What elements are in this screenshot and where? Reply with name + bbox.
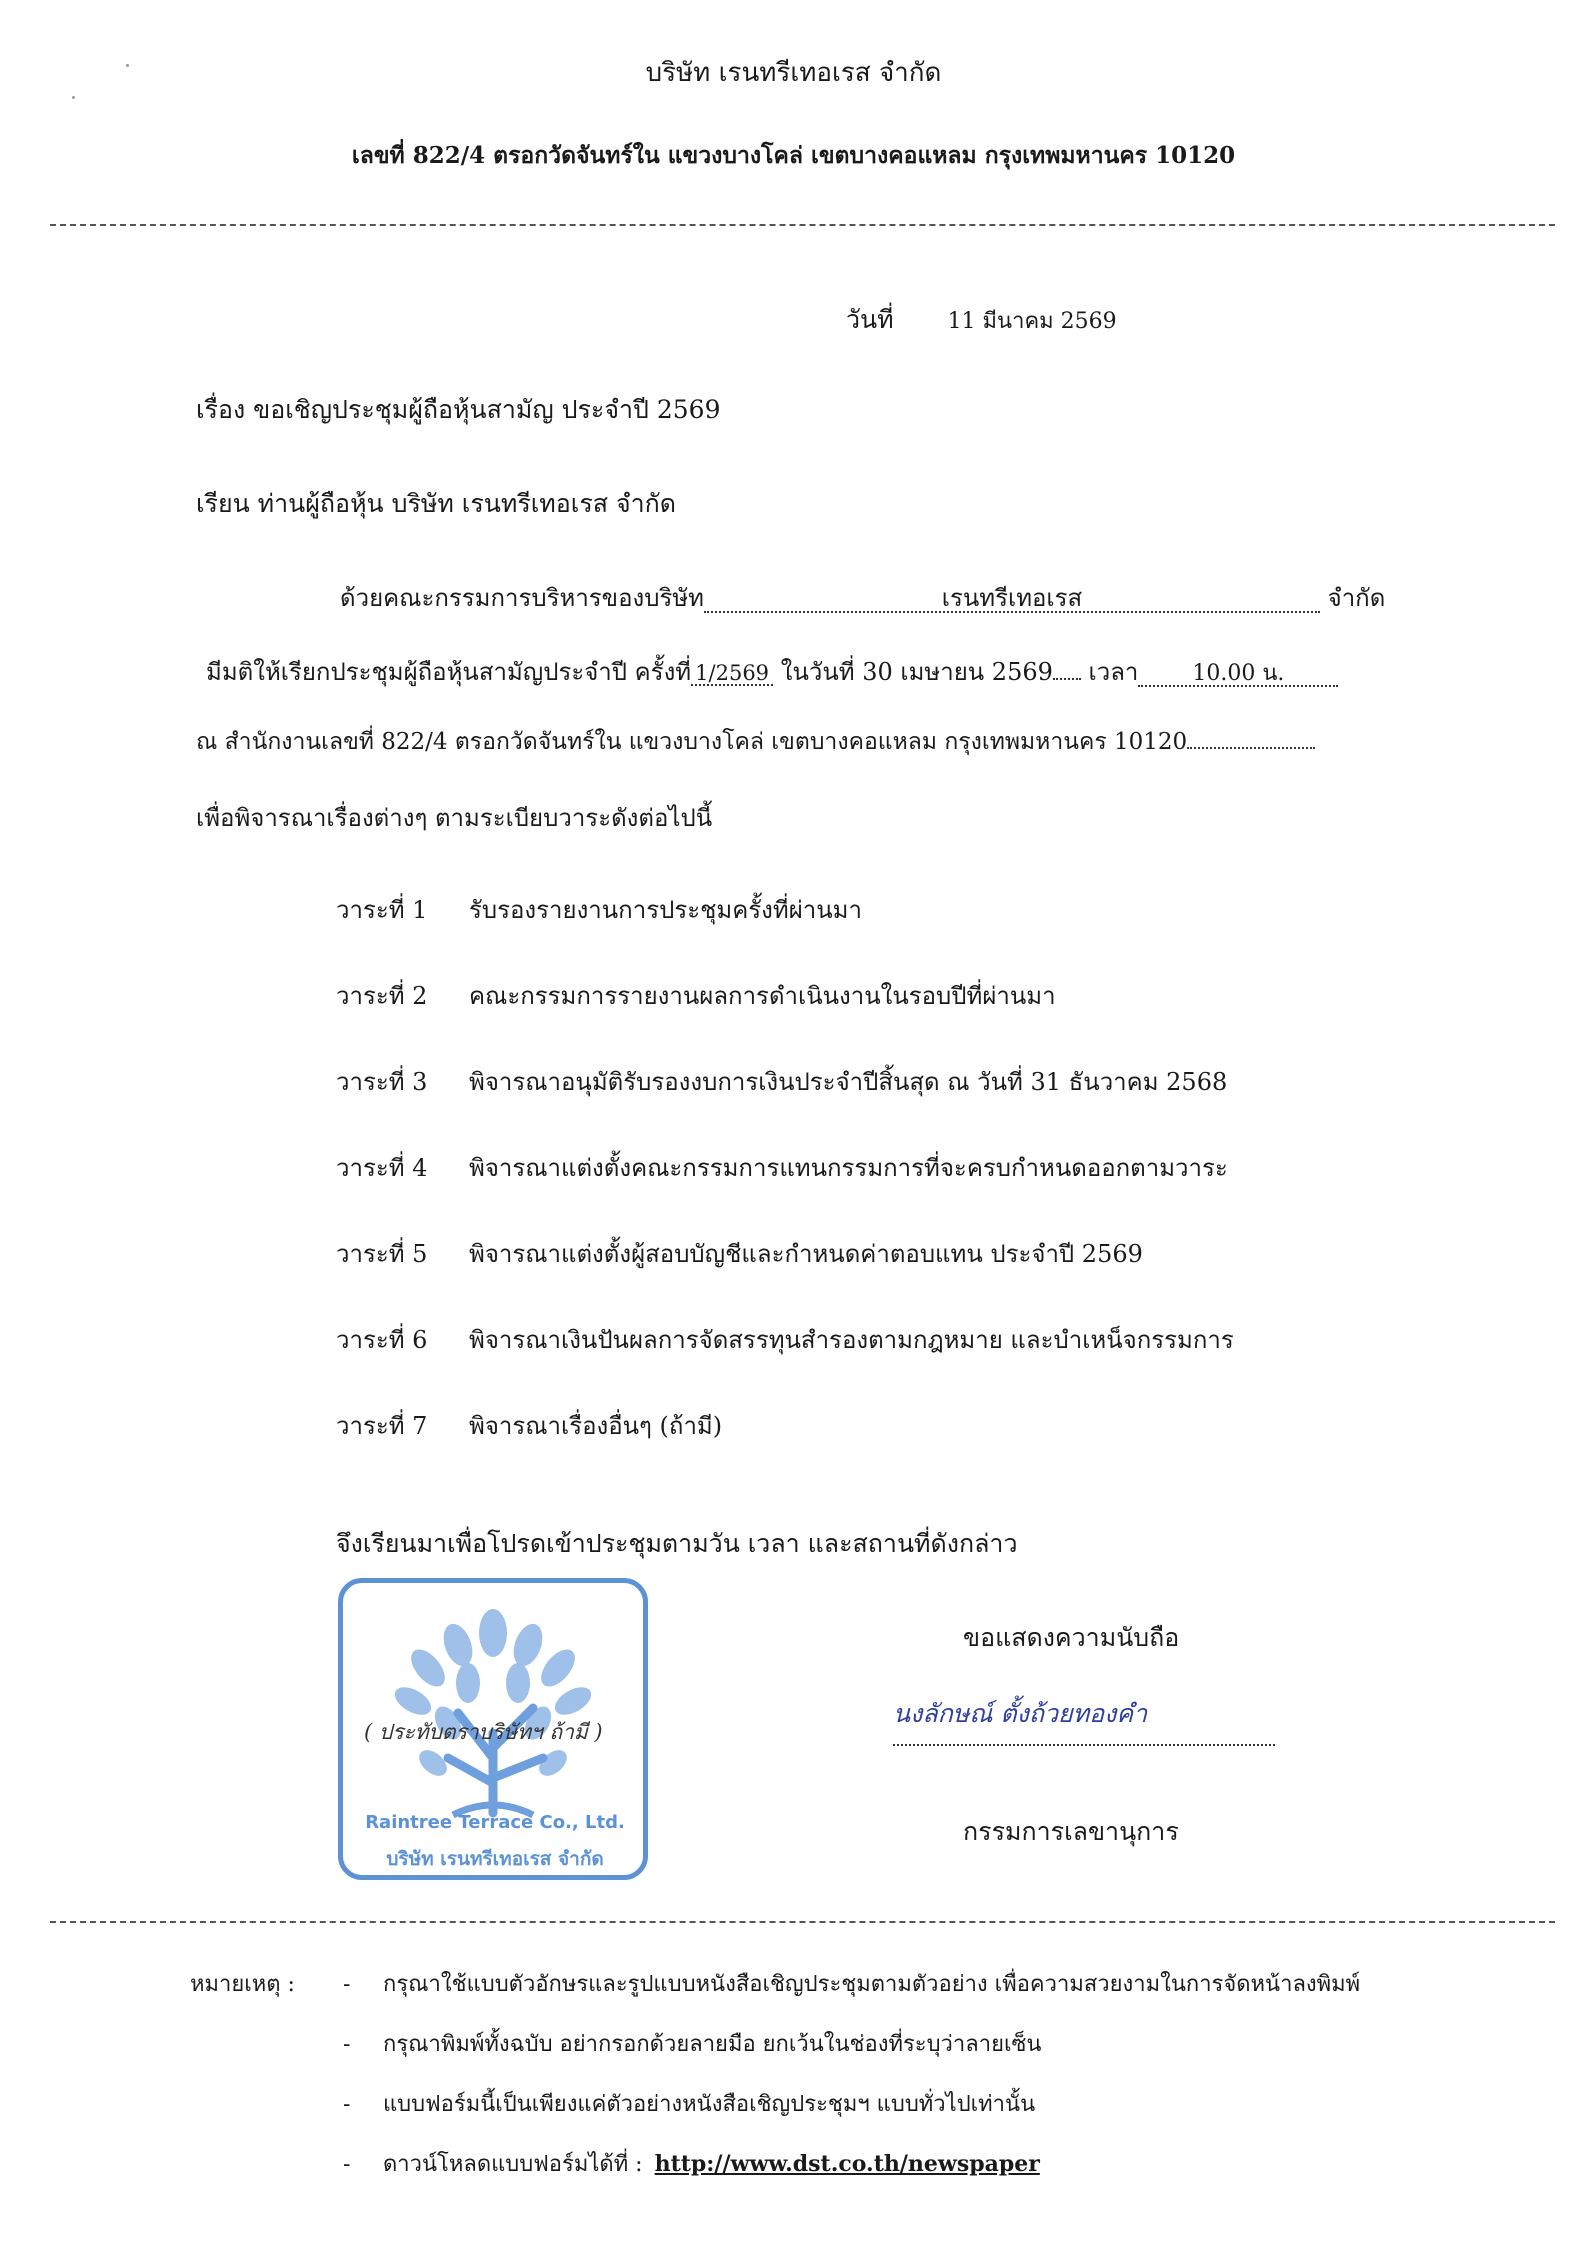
- agenda-number: วาระที่ 5: [336, 1240, 428, 1268]
- stamp-english-name: Raintree Terrace Co., Ltd.: [365, 1812, 625, 1833]
- agenda-number: วาระที่ 7: [336, 1412, 428, 1440]
- meeting-date-text: ในวันที่ 30 เมษายน 2569: [780, 658, 1053, 686]
- dots-fill: [1053, 678, 1081, 680]
- scan-speck: [126, 64, 129, 67]
- letter-date: [846, 300, 1117, 340]
- body-line-2-prefix: มีมติให้เรียกประชุมผู้ถือหุ้นสามัญประจำปี ครั้งที่: [206, 658, 692, 686]
- agenda-item: [336, 1148, 1228, 1187]
- body-line-1: [340, 578, 1440, 617]
- agenda-item: [336, 1406, 722, 1445]
- agenda-number: วาระที่ 1: [336, 896, 428, 924]
- date-value: 11 มีนาคม 2569: [947, 309, 1117, 334]
- body-line-3: [196, 724, 1442, 760]
- agenda-text: พิจารณาอนุมัติรับรองงบการเงินประจำปีสิ้นสุด ณ วันที่ 31 ธันวาคม 2568: [469, 1068, 1228, 1096]
- regards-text: ขอแสดงความนับถือ: [963, 1623, 1180, 1652]
- agenda-number: วาระที่ 6: [336, 1326, 428, 1354]
- agenda-item: [336, 976, 1056, 1015]
- agenda-text: คณะกรรมการรายงานผลการดำเนินงานในรอบปีที่ผ่านมา: [469, 982, 1056, 1010]
- note-text: แบบฟอร์มนี้เป็นเพียงแค่ตัวอย่างหนังสือเชิญประชุมฯ แบบทั่วไปเท่านั้น: [383, 2092, 1036, 2117]
- note-bullet: -: [343, 2032, 351, 2057]
- agenda-number: วาระที่ 3: [336, 1068, 428, 1096]
- body-line-2: [206, 652, 1442, 691]
- body-line-4: เพื่อพิจารณาเรื่องต่างๆ ตามระเบียบวาระดังต่อไปนี้: [196, 804, 713, 832]
- letter-subject: เรื่อง ขอเชิญประชุมผู้ถือหุ้นสามัญ ประจำปี 2569: [196, 395, 721, 424]
- meeting-venue: ณ สำนักงานเลขที่ 822/4 ตรอกวัดจันทร์ใน แขวงบางโคล่ เขตบางคอแหลม กรุงเทพมหานคร 10120: [196, 729, 1188, 755]
- download-link[interactable]: http://www.dst.co.th/newspaper: [654, 2151, 1040, 2177]
- note-text: กรุณาพิมพ์ทั้งฉบับ อย่ากรอกด้วยลายมือ ยกเว้นในช่องที่ระบุว่าลายเซ็น: [383, 2032, 1042, 2057]
- note-text: กรุณาใช้แบบตัวอักษรและรูปแบบหนังสือเชิญประชุมตามตัวอย่าง เพื่อความสวยงามในการจัดหน้าลงพิมพ์: [383, 1972, 1361, 1997]
- signer-position: กรรมการเลขานุการ: [963, 1817, 1179, 1846]
- note-bullet: -: [343, 1972, 351, 1997]
- note-text: ดาวน์โหลดแบบฟอร์มได้ที่ :: [383, 2152, 643, 2177]
- agenda-item: [336, 1062, 1227, 1101]
- venue-dots: [1187, 747, 1315, 749]
- agenda-text: พิจารณาเงินปันผลการจัดสรรทุนสำรองตามกฎหมาย และบำเหน็จกรรมการ: [469, 1326, 1234, 1354]
- stamp-thai-name: บริษัท เรนทรีเทอเรส จำกัด: [386, 1848, 604, 1870]
- top-divider: [50, 224, 1555, 226]
- meeting-time-field: 10.00 น.: [1138, 662, 1338, 687]
- company-name-header: บริษัท เรนทรีเทอเรส จำกัด: [645, 58, 942, 88]
- agenda-number: วาระที่ 4: [336, 1154, 428, 1182]
- agenda-item: [336, 1320, 1234, 1359]
- body-line-1-suffix: จำกัด: [1327, 584, 1386, 612]
- date-label: วันที่: [846, 305, 894, 334]
- stamp-caption: ( ประทับตราบริษัทฯ ถ้ามี ): [364, 1720, 603, 1744]
- agenda-text: พิจารณาแต่งตั้งผู้สอบบัญชีและกำหนดค่าตอบแทน ประจำปี 2569: [469, 1240, 1143, 1268]
- letter-salutation: เรียน ท่านผู้ถือหุ้น บริษัท เรนทรีเทอเรส จำกัด: [196, 489, 677, 518]
- agenda-number: วาระที่ 2: [336, 982, 428, 1010]
- signature-line: [893, 1744, 1275, 1746]
- scan-speck: [72, 96, 75, 99]
- company-address-header: เลขที่ 822/4 ตรอกวัดจันทร์ใน แขวงบางโคล่ เขตบางคอแหลม กรุงเทพมหานคร 10120: [351, 142, 1236, 169]
- note-item: [343, 2026, 1041, 2061]
- note-bullet: -: [343, 2092, 351, 2117]
- agenda-text: พิจารณาแต่งตั้งคณะกรรมการแทนกรรมการที่จะครบกำหนดออกตามวาระ: [469, 1154, 1228, 1182]
- note-item: [343, 2146, 1040, 2181]
- agenda-text: รับรองรายงานการประชุมครั้งที่ผ่านมา: [469, 896, 862, 924]
- notes-label: หมายเหตุ :: [190, 1972, 295, 1997]
- closing-sentence: จึงเรียนมาเพื่อโปรดเข้าประชุมตามวัน เวลา และสถานที่ดังกล่าว: [336, 1529, 1018, 1558]
- note-item: [343, 1966, 1360, 2001]
- agenda-item: [336, 1234, 1143, 1273]
- company-fill-field: เรนทรีเทอเรส: [704, 586, 1320, 613]
- agenda-text: พิจารณาเรื่องอื่นๆ (ถ้ามี): [469, 1412, 723, 1440]
- note-bullet: -: [343, 2152, 351, 2177]
- body-line-1-prefix: ด้วยคณะกรรมการบริหารของบริษัท: [340, 584, 704, 612]
- time-label: เวลา: [1088, 658, 1139, 686]
- meeting-number-field: 1/2569: [691, 662, 773, 686]
- bottom-divider: [50, 1921, 1555, 1923]
- agenda-item: [336, 890, 862, 929]
- note-item: [343, 2086, 1035, 2121]
- handwritten-signature: นงลักษณ์ ตั้งถ้วยทองคำ: [893, 1699, 1148, 1728]
